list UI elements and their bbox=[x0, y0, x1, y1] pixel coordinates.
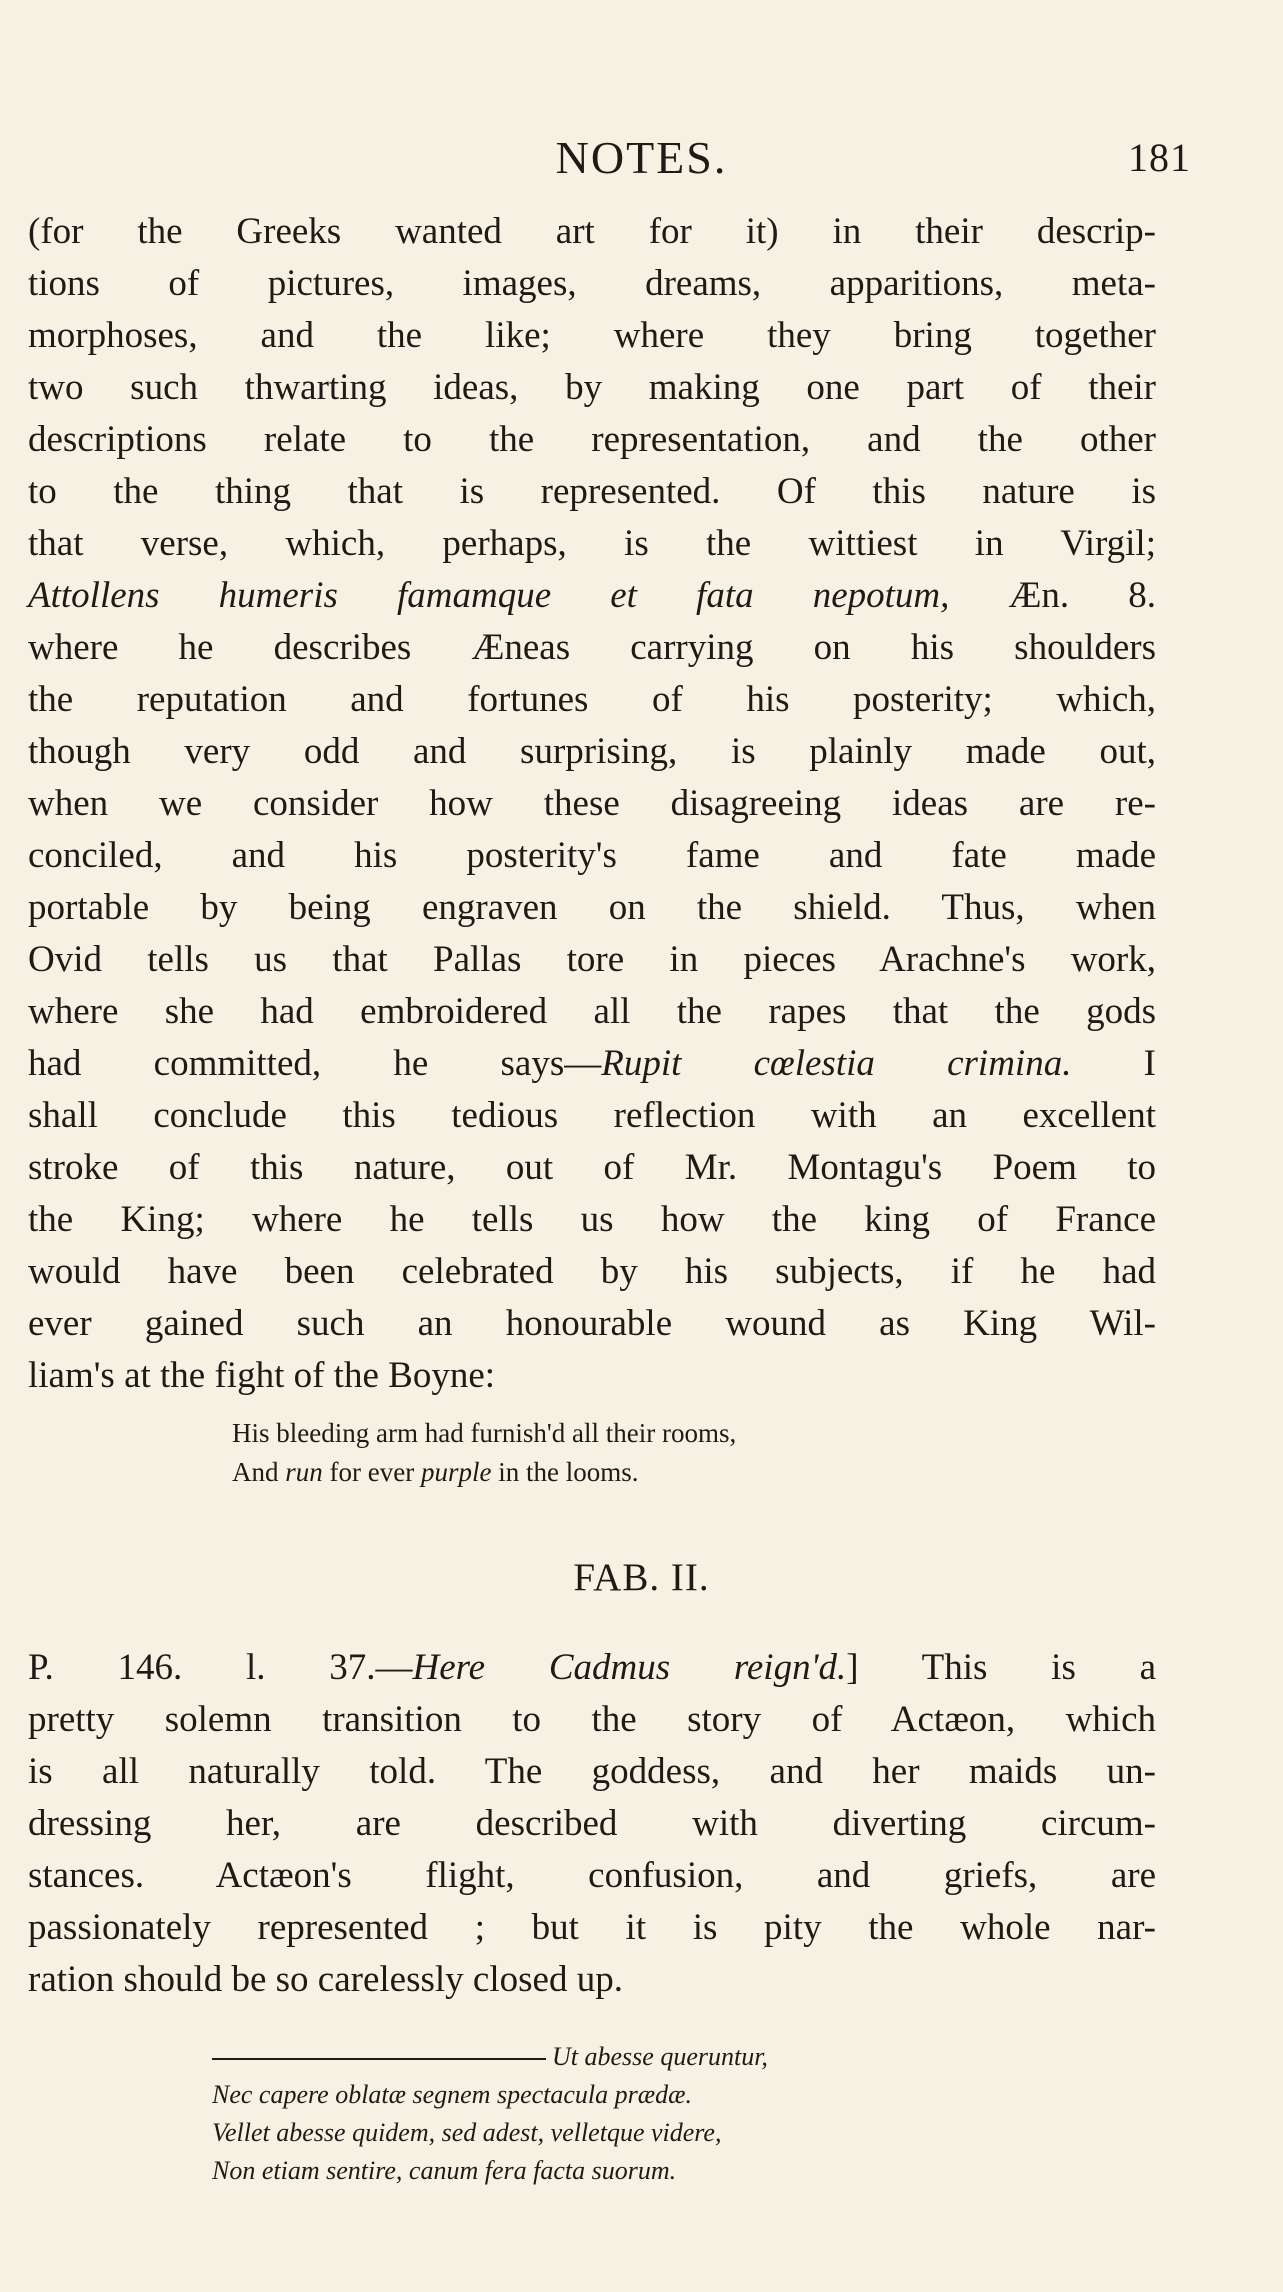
text-line: conciled, and his posterity's fame and fate made bbox=[28, 835, 1156, 876]
quote-line: Non etiam sentire, canum fera facta suorum. bbox=[212, 2156, 677, 2185]
running-title: NOTES. bbox=[555, 132, 728, 183]
text-line bbox=[28, 1642, 1156, 1694]
text-line bbox=[28, 570, 1156, 622]
text-line: where she had embroidered all the rapes that the gods bbox=[28, 991, 1156, 1032]
text-line: would have been celebrated by his subjects, if he had bbox=[28, 1251, 1156, 1292]
text-line: the reputation and fortunes of his posterity; which, bbox=[28, 679, 1156, 720]
text-segment: had committed, he says— bbox=[28, 1043, 602, 1084]
italic-word: run bbox=[285, 1457, 323, 1487]
notes-paragraph-1 bbox=[28, 206, 1156, 1402]
text-line: stances. Actæon's flight, confusion, and griefs, are bbox=[28, 1855, 1156, 1896]
verse-line bbox=[232, 1453, 736, 1492]
page-number: 181 bbox=[1128, 135, 1191, 180]
text-line: liam's at the fight of the Boyne: bbox=[28, 1355, 496, 1396]
text-line: ration should be so carelessly closed up. bbox=[28, 1959, 623, 2000]
quote-line: Vellet abesse quidem, sed adest, velletque videre, bbox=[212, 2118, 722, 2147]
citation-reference: Æn. 8. bbox=[949, 575, 1156, 616]
verse-line: His bleeding arm had furnish'd all their rooms, bbox=[232, 1418, 737, 1448]
text-line: morphoses, and the like; where they bring together bbox=[28, 315, 1156, 356]
text-line: when we consider how these disagreeing ideas are re- bbox=[28, 783, 1156, 824]
text-line: Ovid tells us that Pallas tore in pieces Arachne's work, bbox=[28, 939, 1156, 980]
text-line: is all naturally told. The goddess, and her maids un- bbox=[28, 1751, 1156, 1792]
text-segment: ] This is a bbox=[846, 1647, 1156, 1688]
latin-citation: Rupit cœlestia crimina. bbox=[601, 1043, 1072, 1084]
text-line: to the thing that is represented. Of this nature is bbox=[28, 471, 1156, 512]
text-line: dressing her, are described with diverting circum- bbox=[28, 1803, 1156, 1844]
text-segment: I bbox=[1071, 1043, 1156, 1084]
italic-lemma: Here Cadmus reign'd. bbox=[412, 1647, 847, 1688]
quote-text: Ut abesse queruntur, bbox=[552, 2042, 768, 2071]
section-heading: FAB. II. bbox=[573, 1556, 710, 1599]
text-segment: for ever bbox=[322, 1457, 421, 1487]
quote-rule bbox=[212, 2058, 546, 2060]
text-line: descriptions relate to the representation, and the other bbox=[28, 419, 1156, 460]
text-line: tions of pictures, images, dreams, apparitions, meta- bbox=[28, 263, 1156, 304]
text-line: shall conclude this tedious reflection with an excellent bbox=[28, 1095, 1156, 1136]
quoted-verse bbox=[232, 1414, 736, 1492]
text-line: the King; where he tells us how the king of France bbox=[28, 1199, 1156, 1240]
text-line: (for the Greeks wanted art for it) in their descrip- bbox=[28, 211, 1156, 252]
text-segment: P. 146. l. 37.— bbox=[28, 1647, 413, 1688]
text-line: where he describes Æneas carrying on his shoulders bbox=[28, 627, 1156, 668]
text-line: portable by being engraven on the shield. Thus, when bbox=[28, 887, 1156, 928]
text-segment: in the looms. bbox=[491, 1457, 639, 1487]
text-segment: And bbox=[232, 1457, 286, 1487]
text-line: two such thwarting ideas, by making one part of their bbox=[28, 367, 1156, 408]
text-line: though very odd and surprising, is plainly made out, bbox=[28, 731, 1156, 772]
quote-line: Nec capere oblatæ segnem spectacula prædæ. bbox=[212, 2080, 692, 2109]
notes-paragraph-2 bbox=[28, 1642, 1156, 2006]
quote-line bbox=[212, 2038, 768, 2076]
text-line: that verse, which, perhaps, is the wittiest in Virgil; bbox=[28, 523, 1156, 564]
text-line: pretty solemn transition to the story of Actæon, which bbox=[28, 1699, 1156, 1740]
text-line: stroke of this nature, out of Mr. Montagu's Poem to bbox=[28, 1147, 1156, 1188]
italic-word: purple bbox=[420, 1457, 492, 1487]
text-line: passionately represented ; but it is pity the whole nar- bbox=[28, 1907, 1156, 1948]
latin-quotation bbox=[212, 2038, 768, 2190]
text-line bbox=[28, 1038, 1156, 1090]
page-header bbox=[0, 128, 1283, 188]
text-line: ever gained such an honourable wound as King Wil- bbox=[28, 1303, 1156, 1344]
latin-citation: Attollens humeris famamque et fata nepotum, bbox=[28, 575, 950, 616]
